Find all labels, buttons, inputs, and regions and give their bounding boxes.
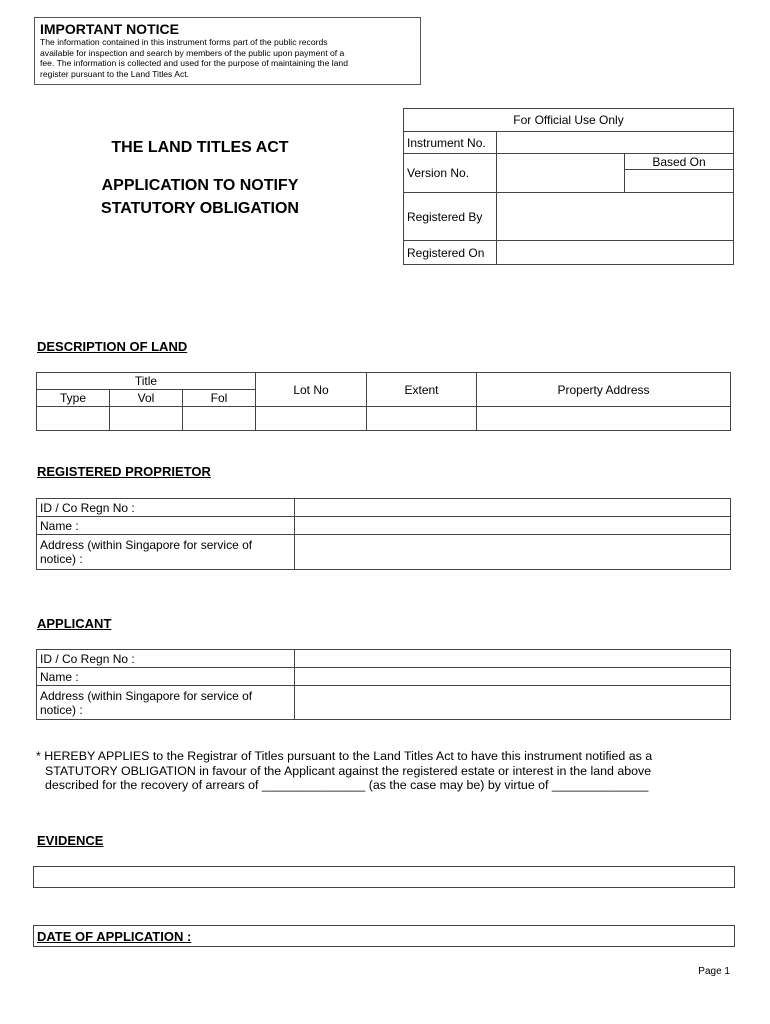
address-label-line: notice) : bbox=[40, 702, 83, 717]
instrument-no-label: Instrument No. bbox=[404, 132, 497, 154]
version-no-field[interactable] bbox=[497, 154, 625, 193]
vol-header: Vol bbox=[110, 390, 183, 407]
applicant-id-field[interactable] bbox=[295, 650, 731, 668]
type-field[interactable] bbox=[37, 407, 110, 431]
statement-line: STATUTORY OBLIGATION in favour of the Applicant against the registered estate or interest in the land above bbox=[45, 763, 652, 778]
address-label-line: notice) : bbox=[40, 552, 83, 566]
evidence-field[interactable] bbox=[33, 866, 735, 888]
based-on-field[interactable] bbox=[625, 170, 734, 193]
applicant-address-label bbox=[37, 686, 295, 720]
date-of-application-label: DATE OF APPLICATION : bbox=[37, 929, 192, 944]
extent-field[interactable] bbox=[367, 407, 477, 431]
registered-on-label: Registered On bbox=[404, 241, 497, 265]
proprietor-name-field[interactable] bbox=[295, 517, 731, 535]
page-number: Page 1 bbox=[698, 966, 730, 977]
property-address-field[interactable] bbox=[477, 407, 731, 431]
applicant-heading: APPLICANT bbox=[37, 616, 112, 631]
form-title-line2: STATUTORY OBLIGATION bbox=[101, 200, 299, 217]
statement-line: * HEREBY APPLIES to the Registrar of Titles pursuant to the Land Titles Act to have this instrument notified as a bbox=[36, 749, 653, 763]
notice-line: fee. The information is collected and used for the purpose of maintaining the land bbox=[40, 58, 348, 69]
type-header: Type bbox=[37, 390, 110, 407]
proprietor-table bbox=[36, 498, 731, 570]
proprietor-address-label bbox=[37, 535, 295, 570]
vol-field[interactable] bbox=[110, 407, 183, 431]
description-of-land-heading: DESCRIPTION OF LAND bbox=[37, 339, 188, 354]
statement-line: described for the recovery of arrears of _______________ (as the case may be) by virtue of ______________ bbox=[45, 778, 649, 792]
date-of-application-box[interactable] bbox=[33, 925, 735, 947]
form-title-line1: APPLICATION TO NOTIFY bbox=[101, 177, 299, 194]
applicant-name-field[interactable] bbox=[295, 668, 731, 686]
applicant-name-label: Name : bbox=[37, 668, 295, 686]
instrument-no-field[interactable] bbox=[497, 132, 734, 154]
version-no-label: Version No. bbox=[404, 154, 497, 193]
important-notice bbox=[34, 17, 421, 85]
notice-line: available for inspection and search by members of the public upon payment of a bbox=[40, 47, 345, 58]
evidence-heading: EVIDENCE bbox=[37, 833, 104, 848]
extent-header: Extent bbox=[367, 373, 477, 407]
official-use-table bbox=[403, 108, 734, 265]
act-title: THE LAND TITLES ACT bbox=[111, 139, 289, 156]
address-label-line: Address (within Singapore for service of bbox=[40, 538, 253, 552]
based-on-label: Based On bbox=[625, 154, 734, 170]
proprietor-name-label: Name : bbox=[37, 517, 295, 535]
notice-line: The information contained in this instrument forms part of the public records bbox=[40, 37, 328, 47]
applicant-id-label: ID / Co Regn No : bbox=[37, 650, 295, 668]
address-label-line: Address (within Singapore for service of bbox=[40, 688, 253, 703]
registered-on-field[interactable] bbox=[497, 241, 734, 265]
proprietor-address-field[interactable] bbox=[295, 535, 731, 570]
notice-title: IMPORTANT NOTICE bbox=[40, 21, 179, 37]
fol-field[interactable] bbox=[183, 407, 256, 431]
applicant-address-field[interactable] bbox=[295, 686, 731, 720]
fol-header: Fol bbox=[183, 390, 256, 407]
title-header: Title bbox=[37, 373, 256, 390]
proprietor-id-label: ID / Co Regn No : bbox=[37, 499, 295, 517]
notice-line: register pursuant to the Land Titles Act. bbox=[40, 68, 190, 79]
registered-by-field[interactable] bbox=[497, 193, 734, 241]
applicant-table bbox=[36, 649, 731, 720]
property-address-header: Property Address bbox=[477, 373, 731, 407]
application-statement bbox=[36, 749, 736, 793]
registered-proprietor-heading: REGISTERED PROPRIETOR bbox=[37, 464, 211, 479]
proprietor-id-field[interactable] bbox=[295, 499, 731, 517]
registered-by-label: Registered By bbox=[404, 193, 497, 241]
lot-no-header: Lot No bbox=[256, 373, 367, 407]
land-table bbox=[36, 372, 731, 431]
lot-no-field[interactable] bbox=[256, 407, 367, 431]
official-use-header: For Official Use Only bbox=[404, 109, 734, 132]
